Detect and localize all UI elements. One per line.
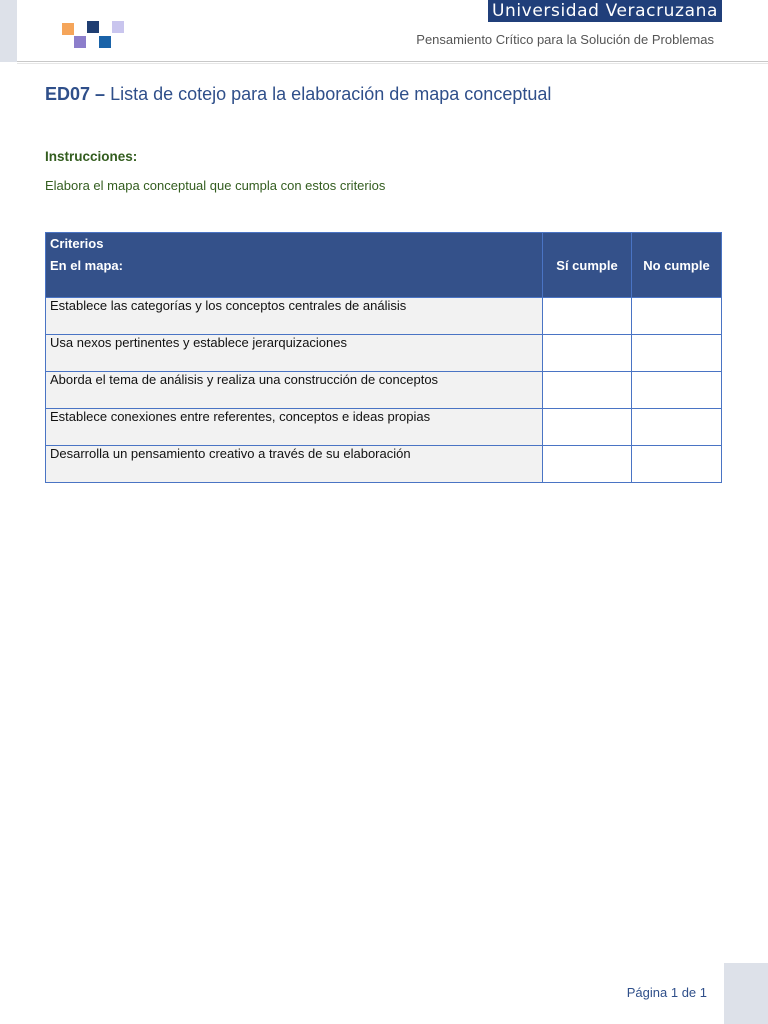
table-row (46, 298, 722, 335)
yes-cell[interactable] (543, 446, 632, 483)
criterion-text: Usa nexos pertinentes y establece jerarquizaciones (46, 335, 543, 372)
yes-column-header: Sí cumple (543, 233, 632, 298)
instructions-heading: Instrucciones: (45, 149, 138, 164)
instructions-text: Elabora el mapa conceptual que cumpla con estos criterios (45, 178, 386, 193)
logo-square (87, 21, 99, 33)
university-logo (62, 21, 126, 49)
criteria-header-subtitle: En el mapa: (50, 258, 123, 273)
no-cell[interactable] (632, 372, 722, 409)
course-name: Pensamiento Crítico para la Solución de Problemas (416, 32, 714, 47)
yes-cell[interactable] (543, 409, 632, 446)
criterion-text: Establece las categorías y los conceptos centrales de análisis (46, 298, 543, 335)
criterion-text: Desarrolla un pensamiento creativo a través de su elaboración (46, 446, 543, 483)
yes-cell[interactable] (543, 335, 632, 372)
header-divider (17, 61, 768, 62)
yes-cell[interactable] (543, 298, 632, 335)
header-side-strip (0, 0, 17, 62)
footer-corner-block (724, 963, 768, 1024)
no-cell[interactable] (632, 446, 722, 483)
document-code: ED07 – (45, 84, 106, 104)
logo-square (62, 23, 74, 35)
university-name-banner: Universidad Veracruzana (488, 0, 722, 22)
header-divider (17, 63, 768, 64)
logo-square (112, 21, 124, 33)
logo-square (74, 36, 86, 48)
criterion-text: Establece conexiones entre referentes, conceptos e ideas propias (46, 409, 543, 446)
table-row (46, 409, 722, 446)
yes-cell[interactable] (543, 372, 632, 409)
criteria-header-title: Criterios (50, 236, 104, 251)
table-header-row (46, 233, 722, 298)
document-title-text: Lista de cotejo para la elaboración de mapa conceptual (110, 84, 552, 104)
criteria-header (46, 233, 543, 298)
no-cell[interactable] (632, 298, 722, 335)
checklist-table (45, 232, 722, 483)
page-number: Página 1 de 1 (626, 985, 707, 1000)
table-row (46, 446, 722, 483)
no-cell[interactable] (632, 335, 722, 372)
no-column-header: No cumple (632, 233, 722, 298)
logo-square (99, 36, 111, 48)
table-row (46, 335, 722, 372)
table-row (46, 372, 722, 409)
document-title (45, 84, 551, 105)
criterion-text: Aborda el tema de análisis y realiza una construcción de conceptos (46, 372, 543, 409)
no-cell[interactable] (632, 409, 722, 446)
